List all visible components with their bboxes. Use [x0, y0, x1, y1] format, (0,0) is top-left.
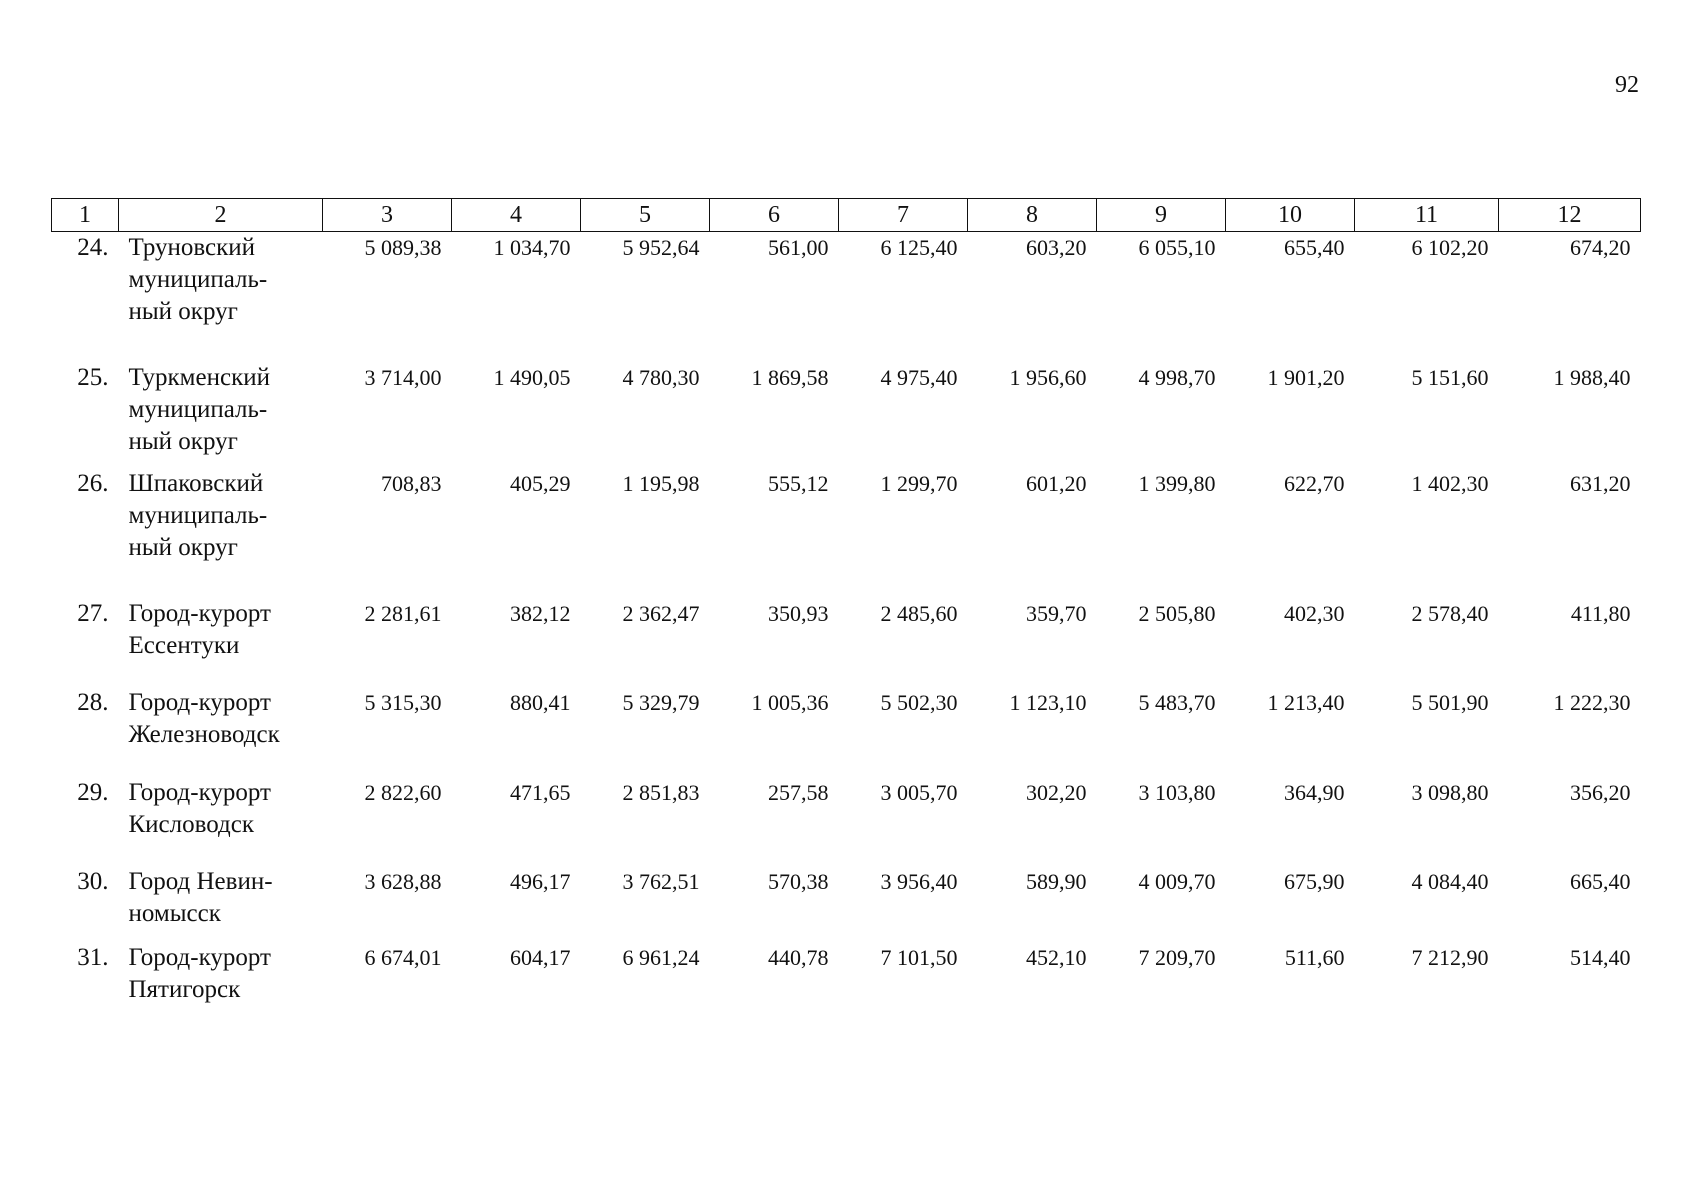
row-number: 25. — [77, 363, 109, 391]
value-cell-col-4: 604,17 — [510, 944, 571, 970]
value-cell-col-4: 405,29 — [510, 470, 571, 496]
value-cell-col-9: 6 055,10 — [1138, 235, 1216, 260]
column-header: 5 — [581, 199, 710, 232]
value-cell-col-3: 5 315,30 — [364, 689, 442, 715]
value-cell-col-10: 622,70 — [1284, 470, 1345, 496]
table-row — [52, 942, 1641, 1032]
municipality-name-line: Туркменский — [128, 363, 270, 391]
value-cell-col-5: 2 851,83 — [622, 779, 700, 805]
municipality-name-line: Ессентуки — [128, 631, 240, 659]
value-cell-col-11: 5 501,90 — [1411, 689, 1489, 715]
value-cell-col-5: 6 961,24 — [622, 944, 700, 970]
value-cell-col-8: 1 956,60 — [1009, 364, 1087, 390]
municipality-name-line: Город-курорт — [128, 778, 271, 806]
municipality-name — [119, 942, 323, 1032]
value-cell-col-12: 631,20 — [1570, 470, 1631, 496]
municipality-name-line: номысск — [128, 899, 221, 927]
value-cell-col-10: 402,30 — [1284, 600, 1345, 626]
value-cell-col-10: 364,90 — [1284, 779, 1345, 805]
municipality-name — [119, 866, 323, 942]
column-number-header-row — [52, 199, 1641, 232]
value-cell-col-11: 6 102,20 — [1411, 235, 1489, 260]
column-header: 8 — [968, 199, 1097, 232]
value-cell-col-7: 3 005,70 — [880, 779, 958, 805]
municipality-name — [119, 777, 323, 866]
municipality-name-line: ный округ — [128, 427, 238, 455]
value-cell-col-12: 1 222,30 — [1553, 689, 1631, 715]
value-cell-col-12: 514,40 — [1570, 944, 1631, 970]
table-row — [52, 468, 1641, 598]
page-number: 92 — [1615, 72, 1639, 98]
column-header: 11 — [1355, 199, 1499, 232]
table-row — [52, 777, 1641, 866]
column-header: 12 — [1499, 199, 1641, 232]
table-row — [52, 866, 1641, 942]
value-cell-col-11: 7 212,90 — [1411, 944, 1489, 970]
row-number: 30. — [77, 867, 109, 895]
value-cell-col-4: 496,17 — [510, 868, 571, 894]
municipality-name — [119, 468, 323, 598]
value-cell-col-8: 302,20 — [1026, 779, 1087, 805]
value-cell-col-3: 6 674,01 — [364, 944, 442, 970]
value-cell-col-5: 5 952,64 — [622, 235, 700, 260]
row-number: 26. — [77, 469, 109, 497]
table-body — [52, 232, 1641, 1032]
municipality-name-line: Кисловодск — [128, 810, 255, 838]
value-cell-col-12: 411,80 — [1570, 600, 1631, 626]
row-number: 27. — [77, 599, 109, 627]
table-row — [52, 598, 1641, 687]
municipality-name-line: Труновский — [128, 234, 256, 261]
municipality-name — [119, 687, 323, 777]
table-row — [52, 362, 1641, 468]
value-cell-col-8: 601,20 — [1026, 470, 1087, 496]
value-cell-col-3: 708,83 — [381, 470, 442, 496]
value-cell-col-6: 440,78 — [768, 944, 829, 970]
value-cell-col-11: 4 084,40 — [1411, 868, 1489, 894]
column-header: 6 — [710, 199, 839, 232]
value-cell-col-3: 2 281,61 — [364, 600, 442, 626]
column-header: 10 — [1226, 199, 1355, 232]
municipality-name-line: муниципаль- — [128, 395, 268, 423]
value-cell-col-8: 452,10 — [1026, 944, 1087, 970]
value-cell-col-7: 2 485,60 — [880, 600, 958, 626]
value-cell-col-4: 382,12 — [510, 600, 571, 626]
value-cell-col-6: 561,00 — [768, 235, 829, 260]
value-cell-col-10: 1 901,20 — [1267, 364, 1345, 390]
column-header: 2 — [119, 199, 323, 232]
value-cell-col-6: 570,38 — [768, 868, 829, 894]
municipality-name-line: ный округ — [128, 533, 238, 561]
municipality-name-line: Железноводск — [128, 720, 280, 748]
municipality-name — [119, 232, 323, 362]
value-cell-col-10: 675,90 — [1284, 868, 1345, 894]
data-table — [51, 198, 1641, 1032]
value-cell-col-9: 5 483,70 — [1138, 689, 1216, 715]
municipality-name-line: Шпаковский — [128, 469, 264, 497]
row-number: 24. — [77, 234, 109, 261]
value-cell-col-5: 5 329,79 — [622, 689, 700, 715]
municipality-name-line: ный округ — [128, 298, 238, 325]
value-cell-col-7: 4 975,40 — [880, 364, 958, 390]
value-cell-col-9: 2 505,80 — [1138, 600, 1216, 626]
value-cell-col-12: 1 988,40 — [1553, 364, 1631, 390]
municipality-name-line: Город-курорт — [128, 688, 271, 716]
value-cell-col-5: 2 362,47 — [622, 600, 700, 626]
value-cell-col-7: 5 502,30 — [880, 689, 958, 715]
value-cell-col-5: 4 780,30 — [622, 364, 700, 390]
value-cell-col-5: 3 762,51 — [622, 868, 700, 894]
value-cell-col-7: 3 956,40 — [880, 868, 958, 894]
municipality-name-line: Город Невин- — [128, 867, 273, 895]
value-cell-col-7: 7 101,50 — [880, 944, 958, 970]
value-cell-col-9: 4 998,70 — [1138, 364, 1216, 390]
column-header: 1 — [52, 199, 119, 232]
column-header: 3 — [323, 199, 452, 232]
value-cell-col-4: 471,65 — [510, 779, 571, 805]
value-cell-col-3: 2 822,60 — [364, 779, 442, 805]
row-number: 29. — [77, 778, 109, 806]
value-cell-col-10: 511,60 — [1284, 944, 1345, 970]
value-cell-col-9: 7 209,70 — [1138, 944, 1216, 970]
municipality-name-line: Город-курорт — [128, 943, 271, 971]
value-cell-col-11: 5 151,60 — [1411, 364, 1489, 390]
value-cell-col-7: 1 299,70 — [880, 470, 958, 496]
value-cell-col-4: 1 034,70 — [493, 235, 571, 260]
value-cell-col-6: 555,12 — [768, 470, 829, 496]
value-cell-col-10: 655,40 — [1284, 235, 1345, 260]
value-cell-col-4: 880,41 — [510, 689, 571, 715]
value-cell-col-6: 257,58 — [768, 779, 829, 805]
value-cell-col-12: 356,20 — [1570, 779, 1631, 805]
value-cell-col-9: 3 103,80 — [1138, 779, 1216, 805]
row-number: 28. — [77, 688, 109, 716]
municipality-name — [119, 362, 323, 468]
municipality-name-line: Пятигорск — [128, 975, 241, 1003]
value-cell-col-4: 1 490,05 — [493, 364, 571, 390]
value-cell-col-12: 665,40 — [1570, 868, 1631, 894]
value-cell-col-6: 1 005,36 — [751, 689, 829, 715]
value-cell-col-11: 3 098,80 — [1411, 779, 1489, 805]
value-cell-col-7: 6 125,40 — [880, 235, 958, 260]
value-cell-col-8: 359,70 — [1026, 600, 1087, 626]
table-row — [52, 687, 1641, 777]
value-cell-col-8: 603,20 — [1026, 235, 1087, 260]
column-header: 7 — [839, 199, 968, 232]
municipality-name-line: муниципаль- — [128, 266, 268, 293]
value-cell-col-6: 1 869,58 — [751, 364, 829, 390]
value-cell-col-12: 674,20 — [1570, 235, 1631, 260]
column-header: 9 — [1097, 199, 1226, 232]
value-cell-col-6: 350,93 — [768, 600, 829, 626]
value-cell-col-11: 1 402,30 — [1411, 470, 1489, 496]
value-cell-col-9: 1 399,80 — [1138, 470, 1216, 496]
value-cell-col-8: 1 123,10 — [1009, 689, 1087, 715]
data-table-container — [51, 198, 1640, 1032]
value-cell-col-5: 1 195,98 — [622, 470, 700, 496]
value-cell-col-9: 4 009,70 — [1138, 868, 1216, 894]
value-cell-col-3: 3 628,88 — [364, 868, 442, 894]
value-cell-col-3: 5 089,38 — [364, 235, 442, 260]
table-row — [52, 232, 1641, 362]
column-header: 4 — [452, 199, 581, 232]
row-number: 31. — [77, 943, 109, 971]
municipality-name-line: Город-курорт — [128, 599, 271, 627]
value-cell-col-11: 2 578,40 — [1411, 600, 1489, 626]
municipality-name-line: муниципаль- — [128, 501, 268, 529]
value-cell-col-8: 589,90 — [1026, 868, 1087, 894]
value-cell-col-10: 1 213,40 — [1267, 689, 1345, 715]
value-cell-col-3: 3 714,00 — [364, 364, 442, 390]
municipality-name — [119, 598, 323, 687]
